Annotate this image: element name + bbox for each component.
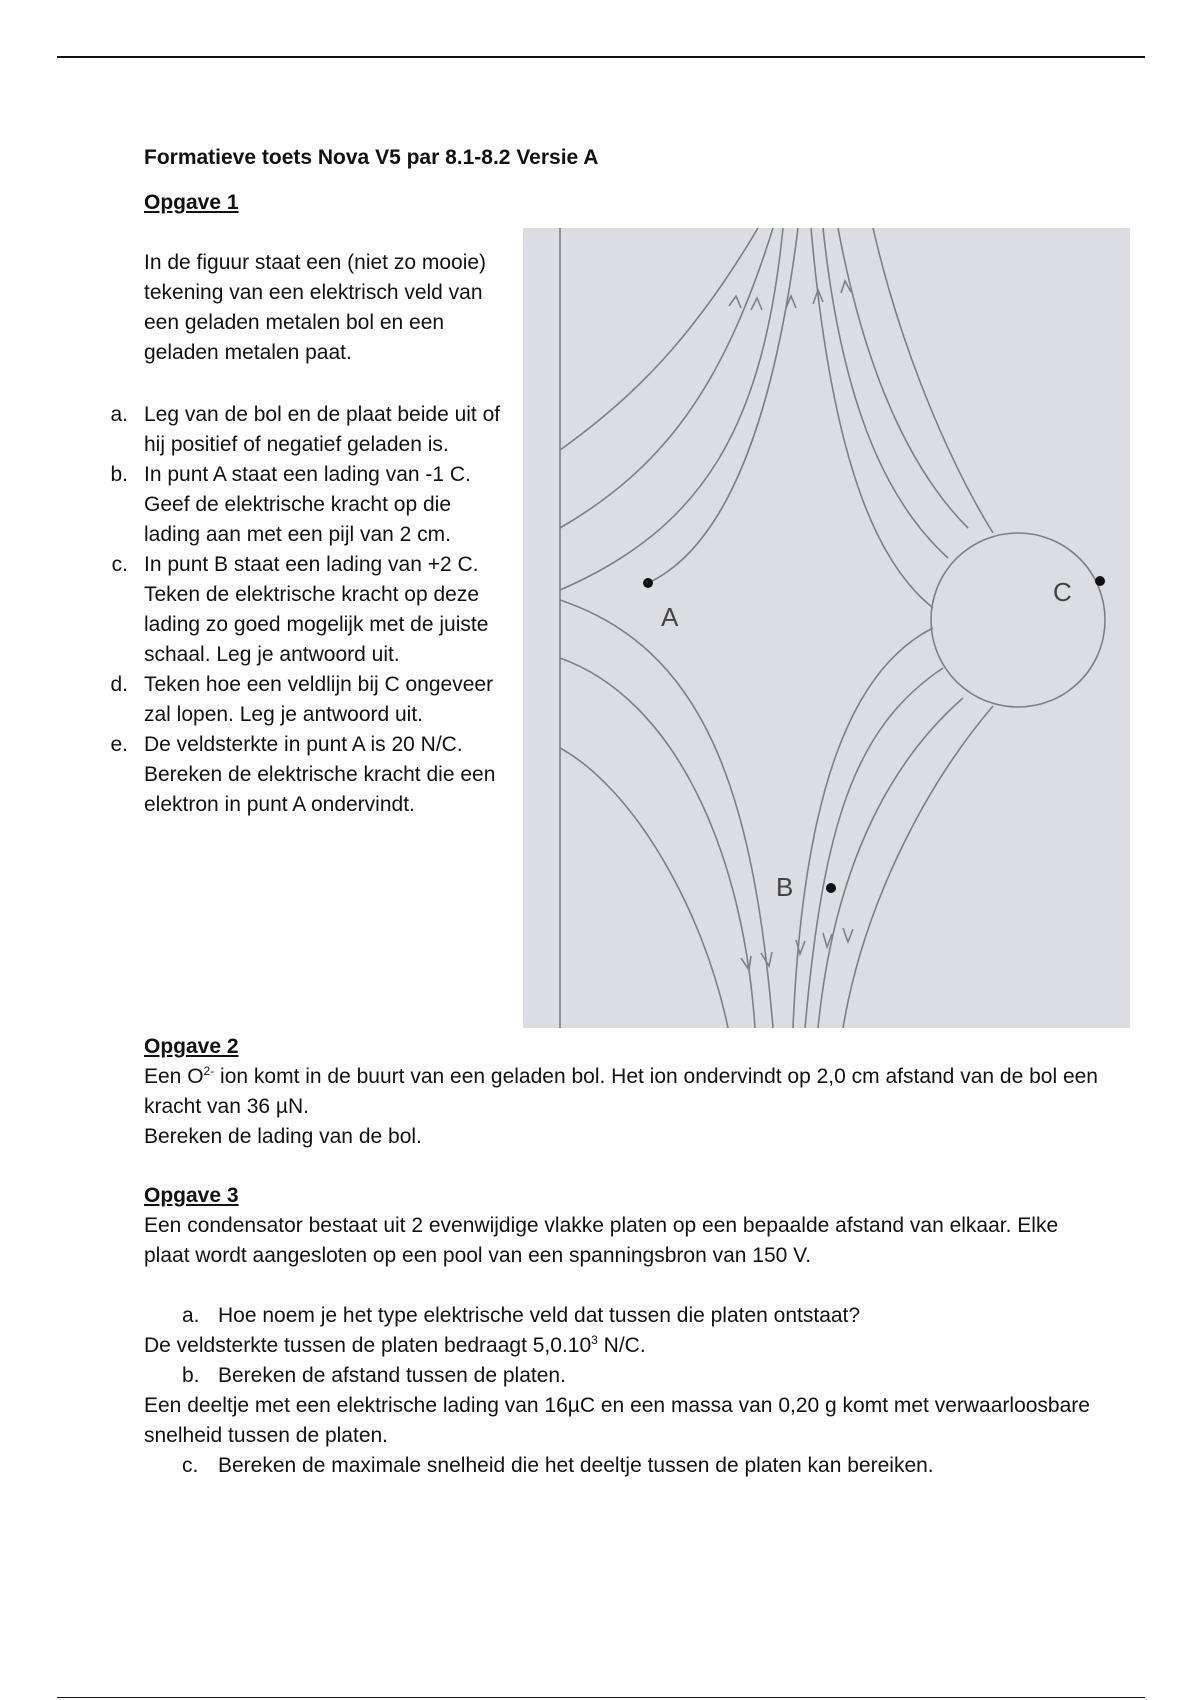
opgave-1-heading: Opgave 1: [144, 191, 239, 214]
electric-field-figure: [523, 228, 1130, 1028]
point-a-dot: [643, 578, 653, 588]
exponent-superscript: 3: [591, 1333, 598, 1347]
question-text: Bereken de afstand tussen de platen.: [218, 1364, 566, 1387]
info-text: N/C.: [597, 1334, 646, 1357]
opgave-2-question: Bereken de lading van de bol.: [144, 1125, 422, 1148]
question-1d: [104, 670, 504, 730]
ion-charge-superscript: 2-: [203, 1064, 215, 1078]
point-a-label: A: [661, 602, 679, 632]
question-text: De veldsterkte in punt A is 20 N/C. Bereken de elektrische kracht die een elektron in punt A ondervindt.: [144, 733, 496, 816]
opgave-3-info-1: [144, 1331, 646, 1361]
figure-background: [523, 228, 1130, 1028]
question-3a: [182, 1301, 860, 1331]
header-rule: [57, 56, 1145, 58]
question-label: b.: [182, 1364, 200, 1387]
question-text: In punt A staat een lading van -1 C. Geef de elektrische kracht op die lading aan met een pijl van 2 cm.: [144, 463, 471, 546]
opgave-3-intro: Een condensator bestaat uit 2 evenwijdige vlakke platen op een bepaalde afstand van elkaar. Elke plaat wordt aangesloten op een pool van een spanningsbron van 150 V.: [144, 1214, 1059, 1267]
question-label: d.: [110, 673, 128, 696]
question-3c: [182, 1451, 934, 1481]
question-label: c.: [111, 553, 128, 576]
question-text: Hoe noem je het type elektrische veld dat tussen die platen ontstaat?: [218, 1304, 861, 1327]
opgave-3-heading: Opgave 3: [144, 1184, 239, 1207]
page-title: Formatieve toets Nova V5 par 8.1-8.2 Versie A: [144, 146, 599, 169]
footer-rule: [57, 1697, 1145, 1698]
opgave-2-heading: Opgave 2: [144, 1035, 239, 1058]
question-1a: [104, 400, 504, 460]
opgave-2-text-part: ion komt in de buurt van een geladen bol. Het ion ondervindt op 2,0 cm afstand van de bol een kracht van 36 µN.: [144, 1065, 1098, 1118]
point-b-label: B: [776, 872, 794, 902]
question-1b: [104, 460, 504, 550]
opgave-2-text-part: Een O: [144, 1065, 204, 1088]
opgave-1-intro: In de figuur staat een (niet zo mooie) tekening van een elektrisch veld van een geladen metalen bol en een geladen metalen paat.: [144, 251, 487, 364]
opgave-1-questions: [104, 400, 504, 820]
question-text: Bereken de maximale snelheid die het deeltje tussen de platen kan bereiken.: [218, 1454, 934, 1477]
question-1e: [104, 730, 504, 820]
question-text: In punt B staat een lading van +2 C. Teken de elektrische kracht op deze lading zo goed mogelijk met de juiste schaal. Leg je antwoord uit.: [144, 553, 489, 666]
question-label: a.: [182, 1304, 200, 1327]
info-text: De veldsterkte tussen de platen bedraagt 5,0.10: [144, 1334, 592, 1357]
point-c-dot: [1095, 576, 1105, 586]
opgave-3-info-2: Een deeltje met een elektrische lading van 16µC en een massa van 0,20 g komt met verwaarloosbare snelheid tussen de platen.: [144, 1394, 1090, 1447]
question-label: a.: [110, 403, 128, 426]
question-3b: [182, 1361, 566, 1391]
question-text: Leg van de bol en de plaat beide uit of hij positief of negatief geladen is.: [144, 403, 501, 456]
question-text: Teken hoe een veldlijn bij C ongeveer zal lopen. Leg je antwoord uit.: [144, 673, 494, 726]
question-1c: [104, 550, 504, 670]
question-label: b.: [110, 463, 128, 486]
point-b-dot: [826, 883, 836, 893]
opgave-2-text: [144, 1062, 1104, 1152]
question-label: e.: [110, 733, 128, 756]
question-label: c.: [182, 1454, 199, 1477]
point-c-label: C: [1053, 577, 1072, 607]
